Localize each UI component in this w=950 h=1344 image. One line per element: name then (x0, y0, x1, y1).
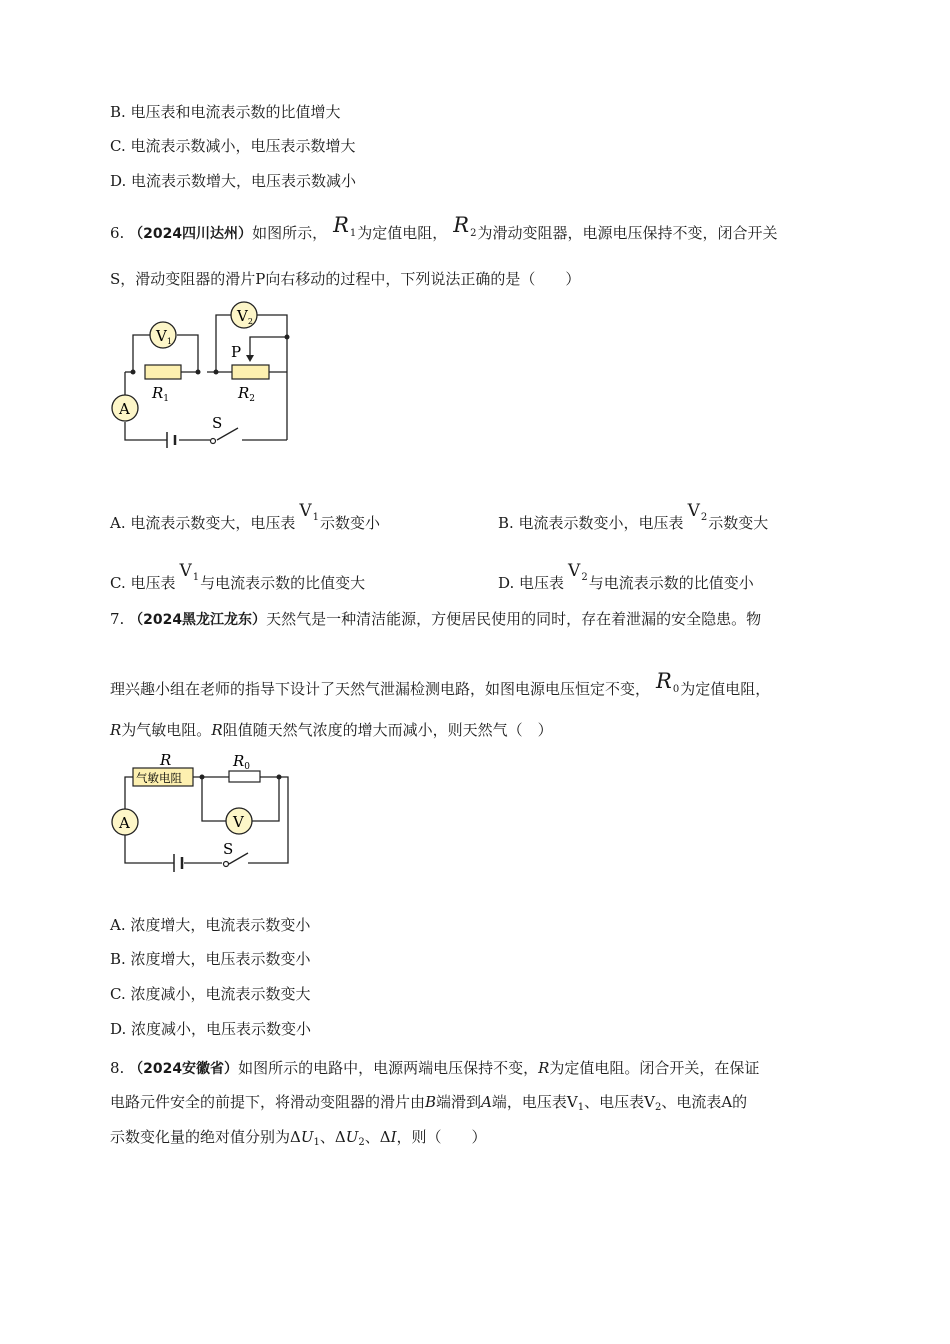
q6-r1-symbol: $R_1$ (333, 213, 357, 239)
s-label: S (212, 414, 223, 432)
q7-option-d: D. 浓度减小，电压表示数变小 (110, 1020, 312, 1038)
r2-label: $R_2$ (238, 384, 256, 404)
q7-stem-line3: R为气敏电阻。R阻值随天然气浓度的增大而减小，则天然气（ ） (110, 721, 553, 739)
junction-dot (285, 335, 290, 340)
q7-option-b: B. 浓度增大，电压表示数变小 (110, 950, 311, 968)
v2-label: $V_2$ (237, 307, 253, 326)
slider-arrow-icon (246, 355, 254, 362)
a-label: A (119, 814, 130, 832)
q7-option-a: A. 浓度增大，电流表示数变小 (110, 916, 311, 934)
q6-text-a: 如图所示， (252, 224, 328, 242)
resistor-r2 (232, 365, 269, 379)
q5-option-d: D. 电流表示数增大，电压表示数减小 (110, 172, 357, 190)
q6-stem-line1 (110, 214, 777, 245)
q6-text-c: 为滑动变阻器，电源电压保持不变，闭合开关 (477, 224, 778, 242)
q8-stem-line2: 电路元件安全的前提下，将滑动变阻器的滑片由B端滑到A端，电压表$V_1$、电压表$V_2$、电流表A的 (110, 1093, 748, 1113)
q6-option-a-v1-symbol: $V_1$ (299, 501, 320, 523)
q6-option-d-v2-symbol: $V_2$ (568, 561, 588, 583)
q7-circuit-diagram (105, 748, 305, 873)
switch-contact (224, 862, 229, 867)
q5-option-b: B. 电压表和电流表示数的比值增大 (110, 103, 341, 121)
q8-stem-line1: 8. （2024安徽省）如图所示的电路中，电源两端电压保持不变，R为定值电阻。闭合开关，在保证 (110, 1059, 760, 1077)
q6-option-b-v2-symbol: $V_2$ (687, 501, 708, 523)
r-label: R (160, 751, 172, 769)
q6-number: 6. (110, 224, 130, 242)
q6-option-d: D. 电压表$V_2$与电流表示数的比值变小 (498, 561, 754, 592)
q6-option-b: B. 电流表示数变小，电压表$V_2$示数变大 (498, 501, 769, 532)
q7-option-c: C. 浓度减小，电流表示数变大 (110, 985, 311, 1003)
q6-stem-line2: S，滑动变阻器的滑片P向右移动的过程中，下列说法正确的是（ ） (110, 270, 581, 288)
q5-option-c: C. 电流表示数减小，电压表示数增大 (110, 137, 356, 155)
resistor-r0 (229, 771, 260, 782)
q7-stem-line1: 7. （2024黑龙江龙东）天然气是一种清洁能源，方便居民使用的同时，存在着泄漏的安全隐患。物 (110, 610, 762, 628)
q6-text-b: 为定值电阻， (357, 224, 448, 242)
q8-stem-line3: 示数变化量的绝对值分别为$\Delta U_1$、$\Delta U_2$、ΔI，则（ ） (110, 1128, 487, 1148)
s-label: S (223, 840, 234, 858)
switch-contact (211, 439, 216, 444)
q6-option-c-v1-symbol: $V_1$ (179, 561, 200, 583)
v1-label: $V_1$ (156, 327, 172, 346)
p-label: P (231, 343, 242, 361)
v-label: V (233, 813, 244, 831)
gas-sensor-label: 气敏电阻 (136, 771, 182, 785)
q6-circuit-diagram (105, 300, 305, 465)
a-label: A (119, 400, 130, 418)
resistor-r1 (145, 365, 181, 379)
q6-r2-symbol: $R_2$ (453, 213, 477, 239)
junction-dot (200, 775, 205, 780)
junction-dot (196, 370, 201, 375)
junction-dot (131, 370, 136, 375)
q8-source: （2024安徽省） (129, 1061, 239, 1077)
q6-option-a: A. 电流表示数变大，电压表$V_1$示数变小 (110, 501, 381, 532)
r0-label: $R_0$ (233, 752, 251, 772)
q6-option-c: C. 电压表$V_1$与电流表示数的比值变大 (110, 561, 366, 592)
q7-r0-symbol: $R_0$ (656, 669, 680, 695)
q6-source: （2024四川达州） (129, 226, 253, 242)
junction-dot (214, 370, 219, 375)
junction-dot (277, 775, 282, 780)
r1-label: $R_1$ (152, 384, 170, 404)
q7-stem-line2: 理兴趣小组在老师的指导下设计了天然气泄漏检测电路，如图电源电压恒定不变， $R_0$为定值电阻， (110, 669, 771, 698)
q7-source: （2024黑龙江龙东） (129, 612, 267, 628)
